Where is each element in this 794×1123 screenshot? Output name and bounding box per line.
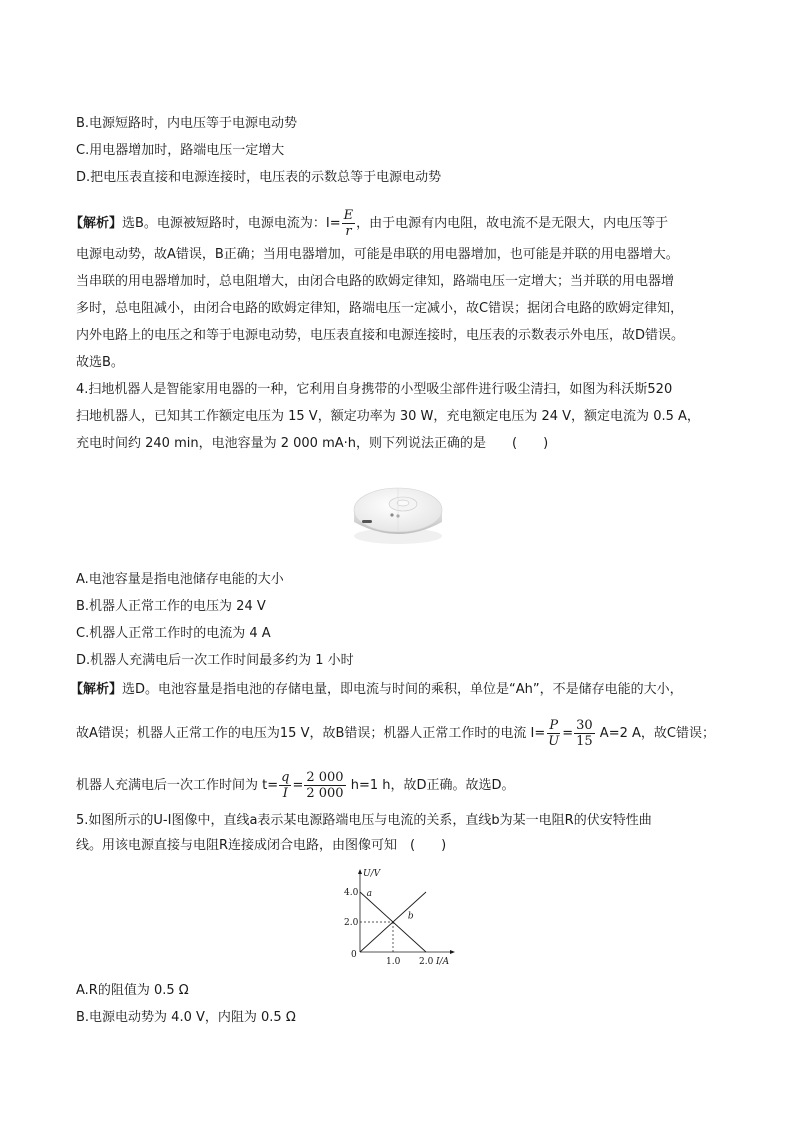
q5-option-b: B.电源电动势为 4.0 V，内阻为 0.5 Ω <box>76 1010 296 1025</box>
y-tick-label: 4.0 <box>344 888 359 898</box>
q4-analysis-line-2: 故A错误；机器人正常工作的电压为15 V，故B错误；机器人正常工作时的电流 I= $\frac{P}{U}$ = $\frac{30}{15}$ A=2 A，故C错误； <box>76 718 715 749</box>
q4-stem-line-1: 4.扫地机器人是智能家用电器的一种，它利用自身携带的小型吸尘部件进行吸尘清扫，如图为科沃斯520 <box>76 382 673 397</box>
analysis-tag: 【解析】 <box>70 216 123 231</box>
q3-option-b: B.电源短路时，内电压等于电源电动势 <box>76 116 298 131</box>
line-b-label: b <box>407 911 414 922</box>
u-i-graph <box>330 866 460 970</box>
analysis-tag: 【解析】 <box>70 682 123 697</box>
q5-stem-line-1: 5.如图所示的U-I图像中，直线a表示某电源路端电压与电流的关系，直线b为某一电阻R的伏安特性曲 <box>76 813 652 828</box>
q5-option-a: A.R的阻值为 0.5 Ω <box>76 983 189 998</box>
fraction-30-over-15: $\frac{30}{15}$ <box>576 718 593 749</box>
q4-option-d: D.机器人充满电后一次工作时间最多约为 1 小时 <box>76 653 354 668</box>
x-tick-label: 2.0 <box>419 957 434 967</box>
robot-vacuum-image <box>348 470 448 550</box>
q5-stem-line-2: 线。用该电源直接与电阻R连接成闭合电路，由图像可知 ( ) <box>76 838 447 853</box>
q3-analysis-line-6: 故选B。 <box>76 355 124 370</box>
fraction-p-over-u: $\frac{P}{U}$ <box>548 718 560 749</box>
q3-analysis-line-4: 多时，总电阻减小，由闭合电路的欧姆定律知，路端电压一定减小，故C错误；据闭合电路的欧姆定律知， <box>76 301 684 316</box>
x-axis-label: I/A <box>436 957 450 967</box>
q3-analysis-line-5: 内外电路上的电压之和等于电源电动势，电压表直接和电源连接时，电压表的示数表示外电压，故D错误。 <box>76 328 685 343</box>
fraction-q-over-i: $\frac{q}{I}$ <box>281 770 290 801</box>
origin-label: 0 <box>351 950 357 960</box>
q4-analysis-line-1: 【解析】选D。电池容量是指电池的存储电量，即电流与时间的乘积，单位是“Ah”，不是储存电能的大小， <box>70 682 683 697</box>
q3-analysis-line-1: 【解析】选B。电源被短路时，电源电流为：I= $\frac{E}{r}$ ，由于电源有内电阻，故电流不是无限大，内电压等于 <box>70 208 669 239</box>
y-tick-label: 2.0 <box>344 918 359 928</box>
line-a-label: a <box>366 889 372 899</box>
q4-stem-line-3: 充电时间约 240 min，电池容量为 2 000 mA·h，则下列说法正确的是 ( ) <box>76 436 549 451</box>
y-axis-label: U/V <box>363 869 381 879</box>
x-tick-label: 1.0 <box>386 957 401 967</box>
fraction-2000-over-2000: $\frac{2 000}{2 000}$ <box>306 770 344 801</box>
q4-option-a: A.电池容量是指电池储存电能的大小 <box>76 572 284 587</box>
x-axis-arrow <box>450 950 455 954</box>
q3-option-d: D.把电压表直接和电源连接时，电压表的示数总等于电源电动势 <box>76 170 442 185</box>
q4-stem-line-2: 扫地机器人，已知其工作额定电压为 15 V，额定功率为 30 W，充电额定电压为 24 V，额定电流为 0.5 A， <box>76 409 700 424</box>
q4-option-b: B.机器人正常工作的电压为 24 V <box>76 599 266 614</box>
fraction-e-over-r: $\frac{E}{r}$ <box>343 208 354 239</box>
y-axis-arrow <box>358 869 362 874</box>
q3-option-c: C.用电器增加时，路端电压一定增大 <box>76 143 285 158</box>
q4-analysis-line-3: 机器人充满电后一次工作时间为 t= $\frac{q}{I}$ = $\frac{2 000}{2 000}$ h=1 h，故D正确。故选D。 <box>76 770 515 801</box>
q3-analysis-line-2: 电源电动势，故A错误，B正确；当用电器增加，可能是串联的用电器增加，也可能是并联的用电器增大。 <box>76 247 679 262</box>
q4-option-c: C.机器人正常工作时的电流为 4 A <box>76 626 271 641</box>
q3-analysis-line-3: 当串联的用电器增加时，总电阻增大，由闭合电路的欧姆定律知，路端电压一定增大；当并联的用电器增 <box>76 274 675 289</box>
